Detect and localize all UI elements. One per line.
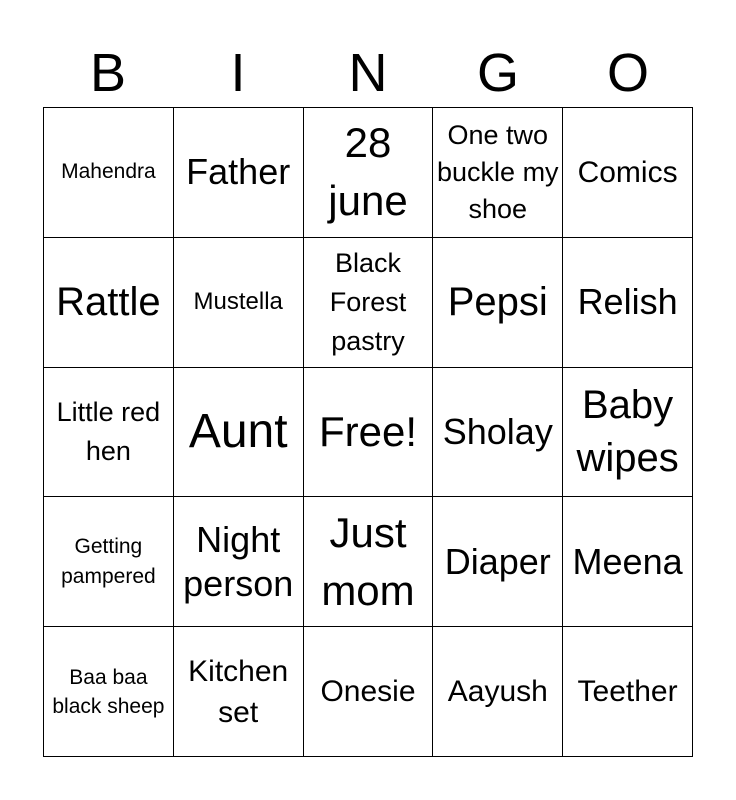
bingo-cell[interactable]: [433, 108, 563, 238]
header-letter-o: O: [606, 43, 649, 103]
cell-label: Black Forest pastry: [329, 247, 407, 356]
cell-label: Rattle: [56, 279, 161, 324]
cell-label: Aunt: [188, 404, 288, 458]
bingo-cell[interactable]: [44, 497, 174, 627]
cell-label: Comics: [577, 155, 678, 189]
cell-label: Pepsi: [447, 279, 548, 324]
cell-label: Diaper: [444, 540, 551, 582]
cell-label: Just mom: [321, 508, 415, 614]
cell-label: Baby wipes: [576, 382, 679, 480]
bingo-header: [43, 40, 693, 106]
bingo-cell[interactable]: [433, 368, 563, 498]
bingo-cell[interactable]: [563, 108, 693, 238]
bingo-cell[interactable]: [433, 238, 563, 368]
cell-label: Meena: [572, 540, 683, 582]
cell-label: 28 june: [328, 119, 408, 225]
bingo-cell[interactable]: [44, 627, 174, 757]
bingo-cell[interactable]: [174, 627, 304, 757]
cell-label: Getting pampered: [61, 534, 156, 588]
bingo-cell[interactable]: [304, 497, 434, 627]
bingo-cell[interactable]: [433, 627, 563, 757]
header-letter-g: G: [476, 43, 519, 103]
bingo-cell[interactable]: [433, 497, 563, 627]
cell-label: Kitchen set: [188, 654, 289, 729]
cell-label: Father: [186, 151, 291, 193]
bingo-cell[interactable]: [304, 627, 434, 757]
cell-label: Teether: [577, 675, 678, 709]
cell-label: Sholay: [442, 410, 553, 452]
cell-label: Free!: [318, 407, 417, 455]
bingo-cell[interactable]: [304, 368, 434, 498]
bingo-cell[interactable]: [563, 368, 693, 498]
cell-label: Mustella: [193, 288, 283, 316]
bingo-cell[interactable]: [304, 108, 434, 238]
bingo-cell[interactable]: [563, 627, 693, 757]
cell-label: Night person: [183, 518, 294, 604]
cell-label: One two buckle my shoe: [437, 119, 559, 224]
header-letter-n: N: [348, 43, 388, 103]
cell-label: Relish: [577, 281, 678, 323]
bingo-cell[interactable]: [174, 238, 304, 368]
bingo-cell[interactable]: [174, 497, 304, 627]
bingo-cell[interactable]: [44, 368, 174, 498]
bingo-cell[interactable]: [563, 238, 693, 368]
bingo-cell[interactable]: [174, 368, 304, 498]
bingo-cell[interactable]: [44, 108, 174, 238]
cell-label: Little red hen: [56, 396, 161, 466]
cell-label: Mahendra: [61, 160, 156, 184]
bingo-cell[interactable]: [174, 108, 304, 238]
header-letter-i: I: [230, 43, 246, 103]
header-letter-b: B: [89, 43, 127, 103]
bingo-cell[interactable]: [44, 238, 174, 368]
cell-label: Onesie: [320, 675, 416, 709]
cell-label: Aayush: [447, 675, 548, 709]
bingo-cell[interactable]: [563, 497, 693, 627]
cell-label: Baa baa black sheep: [52, 665, 165, 718]
bingo-cell[interactable]: [304, 238, 434, 368]
bingo-grid: [43, 107, 693, 757]
